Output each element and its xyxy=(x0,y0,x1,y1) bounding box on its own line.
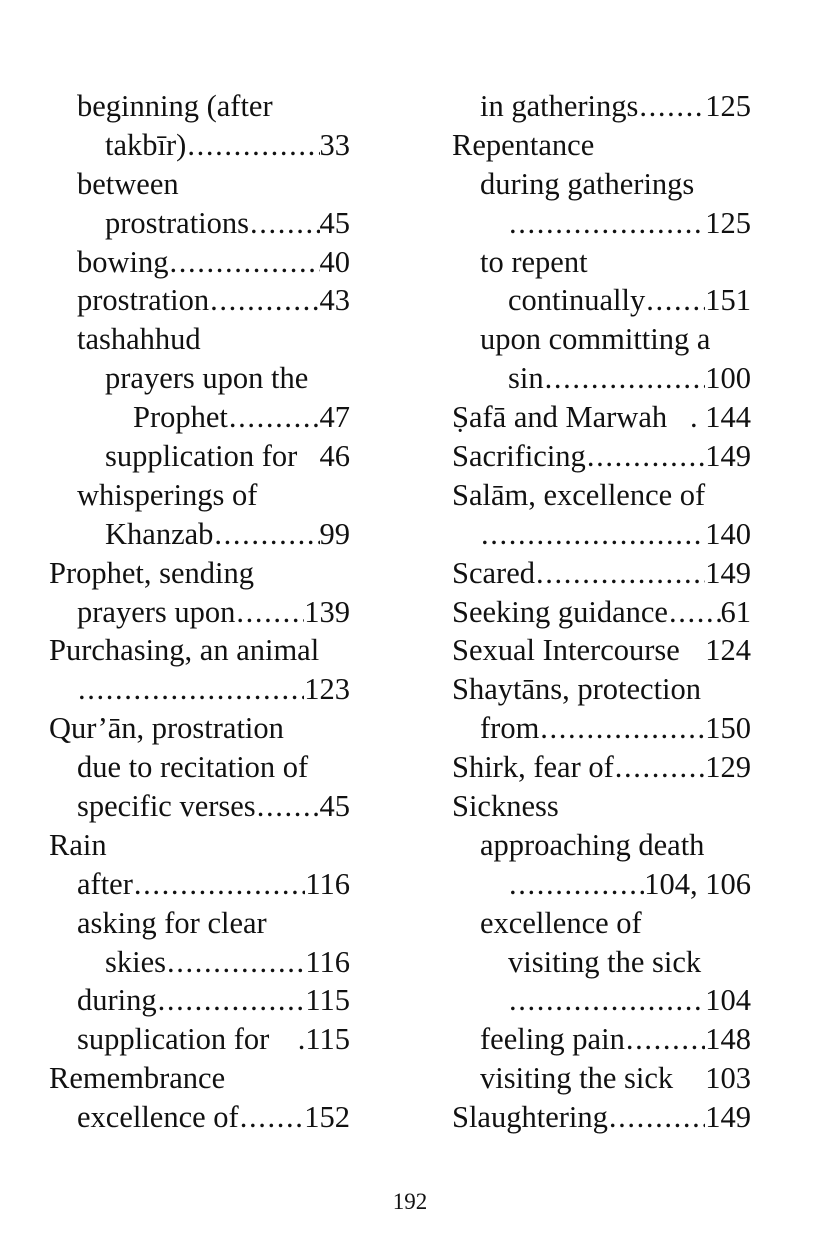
index-term: in gatherings xyxy=(480,89,639,123)
index-page-ref: 150 xyxy=(705,711,751,746)
index-page-ref: 149 xyxy=(705,555,751,590)
index-line xyxy=(49,826,350,865)
index-line xyxy=(452,515,751,554)
dot-leader xyxy=(535,554,705,593)
index-page-ref: 61 xyxy=(720,594,751,629)
index-page-ref: 148 xyxy=(705,1022,751,1057)
index-term: after xyxy=(77,866,133,901)
index-line xyxy=(49,515,350,554)
index-term: supplication for xyxy=(77,1022,270,1057)
index-term: during gatherings xyxy=(480,166,695,201)
index-line xyxy=(49,904,350,943)
index-line xyxy=(49,1059,350,1098)
index-term: Rain xyxy=(49,827,107,862)
index-term: upon committing a xyxy=(480,322,711,357)
dot-leader xyxy=(480,515,705,554)
index-term: Purchasing, an animal xyxy=(49,633,320,668)
index-page-ref: 125 xyxy=(705,89,751,123)
index-page-ref: .115 xyxy=(297,1022,350,1057)
index-term: Shaytāns, protection xyxy=(452,672,702,707)
index-term: supplication for xyxy=(105,439,298,474)
index-term: takbīr) xyxy=(105,127,187,162)
index-term: skies xyxy=(105,944,166,979)
dot-leader xyxy=(668,593,721,632)
index-line xyxy=(452,126,751,165)
dot-leader xyxy=(625,1020,705,1059)
index-line xyxy=(452,1098,751,1137)
index-page-ref: 116 xyxy=(305,866,350,901)
index-term: due to recitation of xyxy=(77,750,309,785)
index-line xyxy=(452,398,751,437)
index-term: from xyxy=(480,711,540,746)
index-page-ref: 149 xyxy=(705,439,751,474)
index-line xyxy=(49,1098,350,1137)
index-page-ref: 43 xyxy=(319,283,350,318)
index-term: tashahhud xyxy=(77,322,201,357)
dot-leader xyxy=(645,281,705,320)
index-term: between xyxy=(77,166,179,201)
index-line xyxy=(49,204,350,243)
index-term: Khanzab xyxy=(105,516,214,551)
index-line xyxy=(49,320,350,359)
index-term: prayers upon the xyxy=(105,361,309,396)
index-term: prayers upon xyxy=(77,594,236,629)
index-page-ref: 140 xyxy=(705,516,751,551)
index-page-ref: 33 xyxy=(319,127,350,162)
dot-leader xyxy=(157,981,306,1020)
index-page-ref: 124 xyxy=(705,633,751,668)
index-term: feeling pain xyxy=(480,1022,625,1057)
index-term: Repentance xyxy=(452,127,595,162)
index-term: Qur’ān, prostration xyxy=(49,711,284,746)
index-term: approaching death xyxy=(480,827,705,862)
dot-leader xyxy=(186,126,319,165)
index-term: Salām, excellence of xyxy=(452,477,706,512)
index-page-ref: 125 xyxy=(705,205,751,240)
index-term: Sacrificing xyxy=(452,439,586,474)
dot-leader xyxy=(235,593,304,632)
index-term: Seeking guidance xyxy=(452,594,668,629)
index-term: Scared xyxy=(452,555,535,590)
index-term: bowing xyxy=(77,244,169,279)
index-line xyxy=(49,1020,350,1059)
index-line xyxy=(49,787,350,826)
index-term: Prophet xyxy=(133,400,228,435)
dot-leader xyxy=(169,243,320,282)
index-page-ref: 45 xyxy=(319,789,350,824)
index-term: during xyxy=(77,983,157,1018)
dot-leader xyxy=(239,1098,305,1137)
index-term: beginning (after xyxy=(77,89,273,123)
index-line xyxy=(452,981,751,1020)
index-term: Slaughtering xyxy=(452,1100,608,1135)
index-line xyxy=(452,243,751,282)
index-term: Shirk, fear of xyxy=(452,750,614,785)
index-line xyxy=(452,437,751,476)
index-term: asking for clear xyxy=(77,905,267,940)
dot-leader xyxy=(539,709,705,748)
index-term: specific verses xyxy=(77,789,256,824)
dot-leader xyxy=(614,748,705,787)
index-line xyxy=(452,593,751,632)
index-page-ref: 152 xyxy=(304,1100,350,1135)
index-term: prostrations xyxy=(105,205,250,240)
index-term: whisperings of xyxy=(77,477,258,512)
dot-leader xyxy=(256,787,320,826)
index-line xyxy=(49,670,350,709)
index-line xyxy=(452,1059,751,1098)
index-line xyxy=(452,865,751,904)
dot-leader xyxy=(508,865,644,904)
dot-leader xyxy=(508,981,705,1020)
index-line xyxy=(49,398,350,437)
dot-leader xyxy=(209,281,319,320)
index-term: visiting the sick xyxy=(480,1061,674,1096)
index-page-ref: 115 xyxy=(305,983,350,1018)
index-page-ref: 47 xyxy=(319,400,350,435)
index-line xyxy=(452,554,751,593)
index-term: continually xyxy=(508,283,646,318)
index-page-ref: 139 xyxy=(304,594,350,629)
index-term: excellence of xyxy=(77,1100,239,1135)
dot-leader xyxy=(544,359,706,398)
index-page-ref: 129 xyxy=(705,750,751,785)
index-page-ref: 151 xyxy=(705,283,751,318)
index-line xyxy=(452,1020,751,1059)
index-line xyxy=(49,593,350,632)
dot-leader xyxy=(638,87,705,126)
index-page-ref: 149 xyxy=(705,1100,751,1135)
index-line xyxy=(452,904,751,943)
index-line xyxy=(452,204,751,243)
dot-leader xyxy=(508,204,705,243)
index-line xyxy=(49,709,350,748)
index-page-ref: 46 xyxy=(319,439,350,474)
index-line xyxy=(49,359,350,398)
index-term: sin xyxy=(508,361,544,396)
index-line xyxy=(49,476,350,515)
dot-leader xyxy=(249,204,319,243)
dot-leader xyxy=(133,865,306,904)
index-line xyxy=(452,748,751,787)
index-page-ref: 104, 106 xyxy=(644,866,751,901)
index-term: prostration xyxy=(77,283,210,318)
index-page-ref: 103 xyxy=(705,1061,751,1096)
index-column-left xyxy=(49,87,350,1137)
index-line xyxy=(452,787,751,826)
index-page-ref: 116 xyxy=(305,944,350,979)
index-line xyxy=(49,165,350,204)
dot-leader xyxy=(77,670,304,709)
index-line xyxy=(49,865,350,904)
index-line xyxy=(452,87,751,126)
index-term: Prophet, sending xyxy=(49,555,255,590)
index-line xyxy=(452,359,751,398)
index-page-ref: 123 xyxy=(304,672,350,707)
index-line xyxy=(49,87,350,126)
dot-leader xyxy=(586,437,705,476)
index-page-ref: 100 xyxy=(705,361,751,396)
index-page-ref: 99 xyxy=(319,516,350,551)
index-line xyxy=(452,320,751,359)
index-term: to repent xyxy=(480,244,588,279)
index-term: Remembrance xyxy=(49,1061,226,1096)
index-line xyxy=(452,165,751,204)
dot-leader xyxy=(608,1098,705,1137)
index-term: Ṣafā and Marwah xyxy=(452,400,668,435)
index-line xyxy=(49,437,350,476)
index-term: Sexual Intercourse xyxy=(452,633,680,668)
dot-leader xyxy=(228,398,320,437)
index-line xyxy=(452,943,751,982)
index-line xyxy=(49,281,350,320)
index-column-right xyxy=(452,87,751,1137)
index-term: Sickness xyxy=(452,789,559,824)
index-line xyxy=(452,476,751,515)
index-line xyxy=(452,281,751,320)
index-page-ref: . 144 xyxy=(690,400,751,435)
index-line xyxy=(452,670,751,709)
index-line xyxy=(49,748,350,787)
index-line xyxy=(49,554,350,593)
index-line xyxy=(452,631,751,670)
index-line xyxy=(452,709,751,748)
index-line xyxy=(49,981,350,1020)
page-number: 192 xyxy=(392,1189,428,1214)
dot-leader xyxy=(166,943,305,982)
index-line xyxy=(49,126,350,165)
index-page-ref: 104 xyxy=(705,983,751,1018)
index-page-ref: 40 xyxy=(319,244,350,279)
dot-leader xyxy=(213,515,319,554)
index-term: excellence of xyxy=(480,905,642,940)
index-term: visiting the sick xyxy=(508,944,702,979)
index-page-ref: 45 xyxy=(319,205,350,240)
index-line xyxy=(49,631,350,670)
index-line xyxy=(452,826,751,865)
index-line xyxy=(49,243,350,282)
index-line xyxy=(49,943,350,982)
